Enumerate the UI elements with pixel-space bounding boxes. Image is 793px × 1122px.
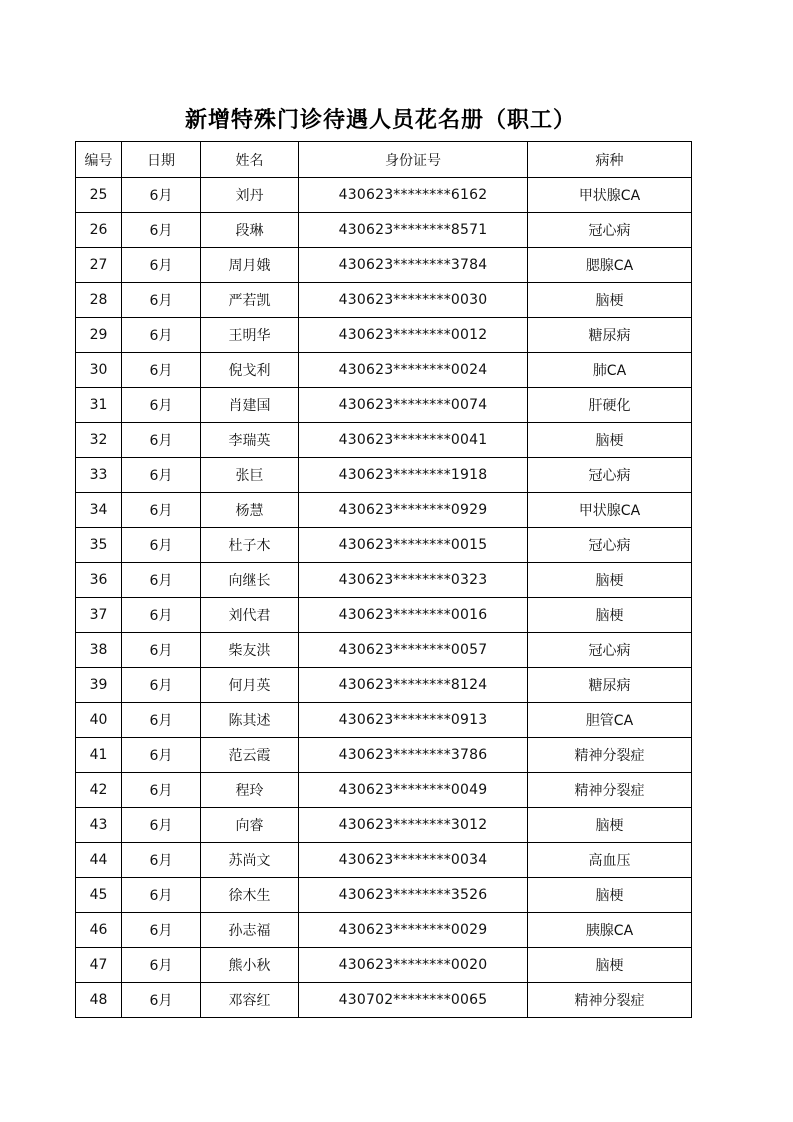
cell-disease: 高血压 — [528, 843, 692, 878]
cell-id-number: 430623********1918 — [299, 458, 528, 493]
cell-number: 40 — [76, 703, 122, 738]
cell-disease: 糖尿病 — [528, 668, 692, 703]
cell-disease: 胆管CA — [528, 703, 692, 738]
cell-name: 孙志福 — [201, 913, 299, 948]
cell-disease: 精神分裂症 — [528, 738, 692, 773]
table-row — [76, 388, 692, 423]
cell-id-number: 430623********0020 — [299, 948, 528, 983]
cell-number: 34 — [76, 493, 122, 528]
cell-id-number: 430623********0323 — [299, 563, 528, 598]
cell-disease: 胰腺CA — [528, 913, 692, 948]
cell-number: 25 — [76, 178, 122, 213]
cell-disease: 冠心病 — [528, 528, 692, 563]
cell-disease: 精神分裂症 — [528, 983, 692, 1018]
table-row — [76, 808, 692, 843]
cell-id-number: 430623********6162 — [299, 178, 528, 213]
cell-date: 6月 — [122, 808, 201, 843]
table-row — [76, 843, 692, 878]
cell-number: 43 — [76, 808, 122, 843]
cell-number: 46 — [76, 913, 122, 948]
cell-id-number: 430623********3012 — [299, 808, 528, 843]
cell-date: 6月 — [122, 458, 201, 493]
cell-id-number: 430623********0057 — [299, 633, 528, 668]
cell-name: 柴友洪 — [201, 633, 299, 668]
table-row — [76, 633, 692, 668]
cell-disease: 糖尿病 — [528, 318, 692, 353]
cell-name: 程玲 — [201, 773, 299, 808]
cell-date: 6月 — [122, 948, 201, 983]
cell-date: 6月 — [122, 423, 201, 458]
cell-date: 6月 — [122, 738, 201, 773]
table-row — [76, 983, 692, 1018]
cell-name: 王明华 — [201, 318, 299, 353]
cell-name: 张巨 — [201, 458, 299, 493]
header-date: 日期 — [122, 142, 201, 178]
table-row — [76, 458, 692, 493]
cell-date: 6月 — [122, 283, 201, 318]
cell-disease: 脑梗 — [528, 563, 692, 598]
table-row — [76, 213, 692, 248]
header-id-number: 身份证号 — [299, 142, 528, 178]
cell-id-number: 430623********0015 — [299, 528, 528, 563]
cell-number: 39 — [76, 668, 122, 703]
cell-number: 47 — [76, 948, 122, 983]
cell-id-number: 430623********0929 — [299, 493, 528, 528]
table-row — [76, 948, 692, 983]
cell-id-number: 430623********0074 — [299, 388, 528, 423]
cell-disease: 肝硬化 — [528, 388, 692, 423]
cell-date: 6月 — [122, 598, 201, 633]
cell-date: 6月 — [122, 528, 201, 563]
document-title: 新增特殊门诊待遇人员花名册（职工） — [184, 106, 576, 133]
table-row — [76, 248, 692, 283]
cell-date: 6月 — [122, 353, 201, 388]
cell-disease: 甲状腺CA — [528, 493, 692, 528]
cell-number: 32 — [76, 423, 122, 458]
cell-name: 熊小秋 — [201, 948, 299, 983]
cell-id-number: 430623********8124 — [299, 668, 528, 703]
table-row — [76, 913, 692, 948]
table-row — [76, 178, 692, 213]
cell-id-number: 430623********0029 — [299, 913, 528, 948]
cell-number: 48 — [76, 983, 122, 1018]
table-row — [76, 423, 692, 458]
cell-disease: 脑梗 — [528, 283, 692, 318]
cell-name: 周月娥 — [201, 248, 299, 283]
cell-id-number: 430623********3786 — [299, 738, 528, 773]
header-name: 姓名 — [201, 142, 299, 178]
cell-id-number: 430623********8571 — [299, 213, 528, 248]
cell-id-number: 430623********0034 — [299, 843, 528, 878]
cell-id-number: 430623********0041 — [299, 423, 528, 458]
cell-name: 杨慧 — [201, 493, 299, 528]
cell-id-number: 430623********3784 — [299, 248, 528, 283]
cell-number: 31 — [76, 388, 122, 423]
cell-name: 严若凯 — [201, 283, 299, 318]
header-disease: 病种 — [528, 142, 692, 178]
cell-disease: 脑梗 — [528, 808, 692, 843]
cell-name: 杜子木 — [201, 528, 299, 563]
cell-name: 邓容红 — [201, 983, 299, 1018]
table-row — [76, 878, 692, 913]
cell-name: 范云霞 — [201, 738, 299, 773]
cell-number: 36 — [76, 563, 122, 598]
cell-name: 倪戈利 — [201, 353, 299, 388]
cell-id-number: 430623********0913 — [299, 703, 528, 738]
cell-name: 徐木生 — [201, 878, 299, 913]
cell-id-number: 430623********0049 — [299, 773, 528, 808]
cell-name: 段琳 — [201, 213, 299, 248]
cell-date: 6月 — [122, 983, 201, 1018]
cell-disease: 脑梗 — [528, 423, 692, 458]
cell-date: 6月 — [122, 563, 201, 598]
cell-name: 李瑞英 — [201, 423, 299, 458]
table-row — [76, 318, 692, 353]
cell-id-number: 430623********0030 — [299, 283, 528, 318]
cell-number: 26 — [76, 213, 122, 248]
table-row — [76, 773, 692, 808]
cell-date: 6月 — [122, 878, 201, 913]
cell-disease: 脑梗 — [528, 598, 692, 633]
cell-name: 刘丹 — [201, 178, 299, 213]
cell-name: 向睿 — [201, 808, 299, 843]
cell-disease: 脑梗 — [528, 948, 692, 983]
cell-disease: 腮腺CA — [528, 248, 692, 283]
cell-date: 6月 — [122, 773, 201, 808]
cell-name: 向继长 — [201, 563, 299, 598]
cell-id-number: 430623********0016 — [299, 598, 528, 633]
cell-number: 28 — [76, 283, 122, 318]
table-row — [76, 738, 692, 773]
cell-disease: 冠心病 — [528, 458, 692, 493]
table-row — [76, 598, 692, 633]
cell-number: 33 — [76, 458, 122, 493]
table-row — [76, 668, 692, 703]
cell-date: 6月 — [122, 633, 201, 668]
cell-disease: 冠心病 — [528, 213, 692, 248]
cell-date: 6月 — [122, 843, 201, 878]
cell-number: 44 — [76, 843, 122, 878]
cell-name: 肖建国 — [201, 388, 299, 423]
table-row — [76, 493, 692, 528]
cell-number: 37 — [76, 598, 122, 633]
cell-number: 30 — [76, 353, 122, 388]
header-row — [76, 142, 692, 178]
cell-name: 苏尚文 — [201, 843, 299, 878]
cell-id-number: 430623********0012 — [299, 318, 528, 353]
table-row — [76, 353, 692, 388]
cell-name: 何月英 — [201, 668, 299, 703]
cell-id-number: 430702********0065 — [299, 983, 528, 1018]
cell-date: 6月 — [122, 913, 201, 948]
cell-disease: 肺CA — [528, 353, 692, 388]
roster-table-header — [76, 142, 692, 178]
cell-number: 42 — [76, 773, 122, 808]
cell-id-number: 430623********3526 — [299, 878, 528, 913]
cell-disease: 脑梗 — [528, 878, 692, 913]
cell-number: 38 — [76, 633, 122, 668]
cell-id-number: 430623********0024 — [299, 353, 528, 388]
cell-name: 陈其述 — [201, 703, 299, 738]
cell-date: 6月 — [122, 703, 201, 738]
cell-disease: 精神分裂症 — [528, 773, 692, 808]
cell-date: 6月 — [122, 178, 201, 213]
cell-number: 35 — [76, 528, 122, 563]
header-number: 编号 — [76, 142, 122, 178]
cell-name: 刘代君 — [201, 598, 299, 633]
roster-table-body — [76, 178, 692, 1018]
cell-date: 6月 — [122, 248, 201, 283]
cell-number: 29 — [76, 318, 122, 353]
cell-disease: 冠心病 — [528, 633, 692, 668]
cell-number: 45 — [76, 878, 122, 913]
table-row — [76, 563, 692, 598]
cell-date: 6月 — [122, 493, 201, 528]
cell-date: 6月 — [122, 668, 201, 703]
table-row — [76, 703, 692, 738]
cell-date: 6月 — [122, 388, 201, 423]
cell-number: 27 — [76, 248, 122, 283]
cell-date: 6月 — [122, 213, 201, 248]
table-row — [76, 283, 692, 318]
cell-date: 6月 — [122, 318, 201, 353]
cell-number: 41 — [76, 738, 122, 773]
cell-disease: 甲状腺CA — [528, 178, 692, 213]
roster-table — [75, 141, 692, 1018]
table-row — [76, 528, 692, 563]
